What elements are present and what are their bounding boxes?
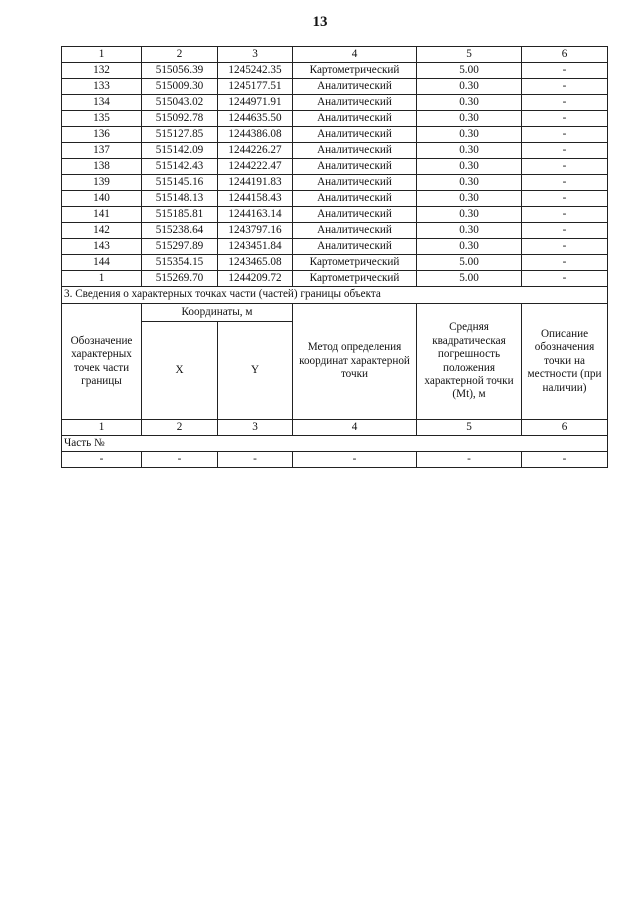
- table-cell: 0.30: [417, 127, 522, 143]
- column-number-cell: 5: [417, 47, 522, 63]
- table-cell: 0.30: [417, 95, 522, 111]
- table-cell: 0.30: [417, 79, 522, 95]
- table-cell: -: [522, 207, 608, 223]
- table-cell: 1244971.91: [218, 95, 293, 111]
- table-cell: 135: [62, 111, 142, 127]
- table-cell: -: [522, 239, 608, 255]
- table-row: [62, 143, 608, 159]
- section-number-row: [62, 420, 608, 436]
- section-header-row: [62, 304, 608, 322]
- column-number-cell: 3: [218, 47, 293, 63]
- table-cell: 0.30: [417, 239, 522, 255]
- table-cell: Аналитический: [293, 111, 417, 127]
- table-cell: Аналитический: [293, 207, 417, 223]
- table-cell: 132: [62, 63, 142, 79]
- table-cell: -: [522, 143, 608, 159]
- column-number-cell: 1: [62, 420, 142, 436]
- column-number-cell: 3: [218, 420, 293, 436]
- table-cell: 0.30: [417, 143, 522, 159]
- column-number-cell: 2: [142, 47, 218, 63]
- section-title-row: [62, 287, 608, 304]
- table-cell: -: [522, 111, 608, 127]
- table-cell: 1245177.51: [218, 79, 293, 95]
- table-cell: Аналитический: [293, 223, 417, 239]
- table-cell: -: [522, 79, 608, 95]
- table-row: [62, 191, 608, 207]
- part-label-row: [62, 436, 608, 452]
- table-cell: Аналитический: [293, 143, 417, 159]
- table-cell: -: [522, 159, 608, 175]
- table-row: [62, 127, 608, 143]
- table-cell: 0.30: [417, 207, 522, 223]
- table-cell: 137: [62, 143, 142, 159]
- table-cell: 515142.43: [142, 159, 218, 175]
- x-header: X: [142, 322, 218, 420]
- section-title: 3. Сведения о характерных точках части (частей) границы объекта: [62, 287, 608, 304]
- empty-data-row: [62, 452, 608, 468]
- table-cell: 0.30: [417, 191, 522, 207]
- table-header-row: [62, 47, 608, 63]
- table-cell: -: [522, 191, 608, 207]
- table-cell: 515185.81: [142, 207, 218, 223]
- table-cell: -: [522, 175, 608, 191]
- table-cell: 1243465.08: [218, 255, 293, 271]
- table-cell: 134: [62, 95, 142, 111]
- table-cell: 1: [62, 271, 142, 287]
- column-number-cell: 5: [417, 420, 522, 436]
- table-cell: 1244222.47: [218, 159, 293, 175]
- table-cell: 138: [62, 159, 142, 175]
- table-cell: 5.00: [417, 271, 522, 287]
- table-cell: -: [522, 271, 608, 287]
- error-header: Средняя квадратическая погрешность положения характерной точки (Mt), м: [417, 304, 522, 420]
- table-cell: 515092.78: [142, 111, 218, 127]
- characteristic-points-table: [61, 46, 608, 468]
- empty-cell: -: [293, 452, 417, 468]
- table-cell: 515269.70: [142, 271, 218, 287]
- coordinates-header: Координаты, м: [142, 304, 293, 322]
- table-cell: 515145.16: [142, 175, 218, 191]
- table-cell: 515056.39: [142, 63, 218, 79]
- table-row: [62, 239, 608, 255]
- table-cell: 1244386.08: [218, 127, 293, 143]
- column-number-cell: 4: [293, 47, 417, 63]
- column-number-cell: 6: [522, 47, 608, 63]
- column-number-cell: 2: [142, 420, 218, 436]
- table-cell: Аналитический: [293, 127, 417, 143]
- page-number: 13: [312, 14, 328, 30]
- table-cell: 140: [62, 191, 142, 207]
- point-designation-header: Обозначение характерных точек части границы: [62, 304, 142, 420]
- table-cell: 515297.89: [142, 239, 218, 255]
- table-cell: 144: [62, 255, 142, 271]
- table-cell: 1244158.43: [218, 191, 293, 207]
- empty-cell: -: [218, 452, 293, 468]
- table-cell: Картометрический: [293, 63, 417, 79]
- table-cell: 143: [62, 239, 142, 255]
- table-cell: -: [522, 63, 608, 79]
- table-cell: 0.30: [417, 111, 522, 127]
- table-cell: 139: [62, 175, 142, 191]
- table-cell: Аналитический: [293, 175, 417, 191]
- table-row: [62, 111, 608, 127]
- table-row: [62, 159, 608, 175]
- y-header: Y: [218, 322, 293, 420]
- table-cell: Аналитический: [293, 191, 417, 207]
- table-cell: 1244191.83: [218, 175, 293, 191]
- table-cell: 0.30: [417, 223, 522, 239]
- table-cell: Аналитический: [293, 239, 417, 255]
- table-cell: 1245242.35: [218, 63, 293, 79]
- table-cell: 1244163.14: [218, 207, 293, 223]
- table-row: [62, 255, 608, 271]
- table-cell: 136: [62, 127, 142, 143]
- column-number-cell: 1: [62, 47, 142, 63]
- table-cell: 1244209.72: [218, 271, 293, 287]
- part-label: Часть №: [62, 436, 608, 452]
- empty-cell: -: [142, 452, 218, 468]
- table-cell: -: [522, 127, 608, 143]
- table-cell: Аналитический: [293, 79, 417, 95]
- table-cell: 515148.13: [142, 191, 218, 207]
- table-cell: Аналитический: [293, 95, 417, 111]
- table-cell: 0.30: [417, 159, 522, 175]
- table-cell: 515127.85: [142, 127, 218, 143]
- table-row: [62, 271, 608, 287]
- table-cell: Картометрический: [293, 271, 417, 287]
- table-cell: 133: [62, 79, 142, 95]
- table-row: [62, 223, 608, 239]
- table-cell: 515354.15: [142, 255, 218, 271]
- table-cell: 141: [62, 207, 142, 223]
- table-row: [62, 95, 608, 111]
- table-cell: 1243797.16: [218, 223, 293, 239]
- table-cell: Картометрический: [293, 255, 417, 271]
- column-number-cell: 6: [522, 420, 608, 436]
- table-row: [62, 63, 608, 79]
- table-cell: 142: [62, 223, 142, 239]
- table-cell: -: [522, 95, 608, 111]
- table-cell: 1244226.27: [218, 143, 293, 159]
- table-cell: -: [522, 223, 608, 239]
- table-cell: 0.30: [417, 175, 522, 191]
- table-row: [62, 79, 608, 95]
- description-header: Описание обозначения точки на местности (при наличии): [522, 304, 608, 420]
- table-cell: 515043.02: [142, 95, 218, 111]
- empty-cell: -: [62, 452, 142, 468]
- empty-cell: -: [417, 452, 522, 468]
- table-cell: 515142.09: [142, 143, 218, 159]
- table-cell: Аналитический: [293, 159, 417, 175]
- table-cell: 515238.64: [142, 223, 218, 239]
- column-number-cell: 4: [293, 420, 417, 436]
- table-row: [62, 175, 608, 191]
- table-cell: 5.00: [417, 255, 522, 271]
- table-row: [62, 207, 608, 223]
- method-header: Метод определения координат характерной точки: [293, 304, 417, 420]
- table-cell: -: [522, 255, 608, 271]
- empty-cell: -: [522, 452, 608, 468]
- table-cell: 515009.30: [142, 79, 218, 95]
- table-cell: 1243451.84: [218, 239, 293, 255]
- table-cell: 5.00: [417, 63, 522, 79]
- table-cell: 1244635.50: [218, 111, 293, 127]
